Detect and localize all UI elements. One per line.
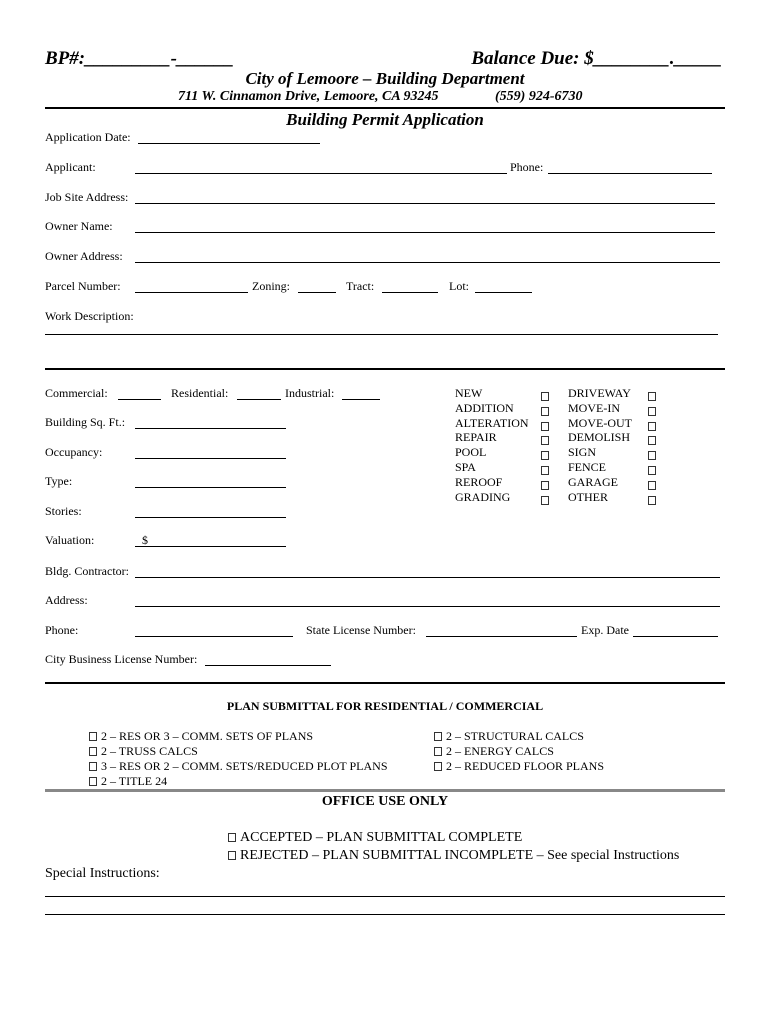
plan-item-checkbox[interactable]	[434, 732, 442, 741]
work-type-label: SPA	[455, 459, 476, 474]
special-instructions-label: Special Instructions:	[45, 866, 160, 881]
work-type-label: DRIVEWAY	[568, 386, 631, 400]
commercial-label: Commercial:	[45, 386, 108, 400]
stories-field[interactable]	[135, 517, 286, 518]
plan-item-item[interactable]	[89, 774, 388, 789]
header-rule	[45, 107, 725, 109]
special-instructions-line-2[interactable]	[45, 914, 725, 915]
contractor-phone-label: Phone:	[45, 623, 79, 637]
work-type-label: FENCE	[568, 459, 607, 474]
form-title: Building Permit Application	[286, 110, 484, 129]
work-type-item	[455, 416, 529, 431]
work-type-right-checkbox[interactable]	[648, 496, 656, 505]
valuation-label: Valuation:	[45, 533, 95, 547]
plan-list-left	[89, 729, 388, 789]
rejected-checkbox[interactable]	[228, 851, 236, 860]
work-type-right-checkbox[interactable]	[648, 407, 656, 416]
application-date-field[interactable]	[138, 143, 320, 144]
work-type-item	[455, 430, 529, 445]
work-type-right-checkbox[interactable]	[648, 436, 656, 445]
parcel-label: Parcel Number:	[45, 279, 121, 293]
lot-label: Lot:	[449, 279, 469, 293]
business-license-field[interactable]	[205, 665, 331, 666]
work-type-item	[455, 490, 529, 505]
work-type-label: REROOF	[455, 474, 503, 489]
plan-item-item[interactable]	[89, 744, 388, 759]
work-type-item	[455, 445, 529, 460]
work-description-label: Work Description:	[45, 309, 134, 323]
accepted-option[interactable]	[228, 830, 522, 846]
plan-list-right	[434, 729, 604, 774]
job-site-label: Job Site Address:	[45, 190, 129, 204]
work-type-item	[568, 401, 632, 416]
work-type-label: NEW	[455, 386, 483, 400]
work-type-label: REPAIR	[455, 430, 497, 445]
occupancy-field[interactable]	[135, 458, 286, 459]
work-type-left-checkbox[interactable]	[541, 451, 549, 460]
plan-item-label: 2 – TRUSS CALCS	[101, 744, 198, 758]
industrial-field[interactable]	[342, 399, 380, 400]
work-type-left-checkbox[interactable]	[541, 496, 549, 505]
work-type-left-checkbox[interactable]	[541, 407, 549, 416]
plan-item-label: 2 – STRUCTURAL CALCS	[446, 729, 584, 743]
applicant-field[interactable]	[135, 173, 507, 174]
license-field[interactable]	[426, 636, 577, 637]
rejected-label: REJECTED – PLAN SUBMITTAL INCOMPLETE – See special Instructions	[240, 848, 680, 863]
section-rule-1	[45, 368, 725, 370]
special-instructions-line-1[interactable]	[45, 896, 725, 897]
valuation-dollar: $	[142, 533, 148, 547]
license-label: State License Number:	[306, 623, 416, 637]
tract-field[interactable]	[382, 292, 438, 293]
work-type-label: GARAGE	[568, 474, 618, 489]
parcel-field[interactable]	[135, 292, 248, 293]
work-type-label: GRADING	[455, 489, 511, 504]
work-type-left-checkbox[interactable]	[541, 392, 549, 401]
work-type-label: MOVE-IN	[568, 400, 620, 415]
owner-address-field[interactable]	[135, 262, 720, 263]
plan-submittal-title: PLAN SUBMITTAL FOR RESIDENTIAL / COMMERCIAL	[226, 699, 544, 713]
industrial-label: Industrial:	[285, 386, 335, 400]
bp-number-label: BP#:_________-______	[45, 48, 234, 69]
plan-item-label: 2 – RES OR 3 – COMM. SETS OF PLANS	[101, 729, 314, 743]
work-type-list-left	[455, 386, 529, 504]
residential-label: Residential:	[171, 386, 229, 400]
contractor-field[interactable]	[135, 577, 720, 578]
work-type-item	[455, 386, 529, 401]
accepted-checkbox[interactable]	[228, 833, 236, 842]
work-type-label: SIGN	[568, 445, 597, 460]
work-type-item	[568, 416, 632, 431]
work-type-item	[568, 490, 632, 505]
tract-label: Tract:	[346, 279, 375, 293]
residential-field[interactable]	[237, 399, 281, 400]
work-type-label: ALTERATION	[455, 415, 529, 430]
plan-item-label: 2 – ENERGY CALCS	[446, 744, 554, 758]
work-type-boxes-left	[541, 389, 553, 507]
work-type-right-checkbox[interactable]	[648, 481, 656, 490]
work-type-right-checkbox[interactable]	[648, 392, 656, 401]
department-name: City of Lemoore – Building Department	[245, 69, 525, 88]
office-use-title: OFFICE USE ONLY	[321, 794, 449, 809]
owner-name-label: Owner Name:	[45, 219, 113, 233]
department-address: 711 W. Cinnamon Drive, Lemoore, CA 93245	[178, 89, 439, 104]
type-field[interactable]	[135, 487, 286, 488]
balance-due-label: Balance Due: $________._____	[471, 48, 722, 69]
plan-item-label: 3 – RES OR 2 – COMM. SETS/REDUCED PLOT PLANS	[101, 759, 388, 773]
work-type-list-right	[568, 386, 632, 504]
work-type-label: OTHER	[568, 489, 608, 504]
work-type-left-checkbox[interactable]	[541, 422, 549, 431]
plan-item-checkbox[interactable]	[434, 762, 442, 771]
contractor-address-field[interactable]	[135, 606, 720, 607]
owner-address-label: Owner Address:	[45, 249, 123, 263]
contractor-address-label: Address:	[45, 593, 88, 607]
occupancy-label: Occupancy:	[45, 445, 103, 459]
work-type-right-checkbox[interactable]	[648, 466, 656, 475]
department-phone: (559) 924-6730	[495, 89, 583, 104]
work-type-boxes-right	[648, 389, 660, 507]
plan-item-item[interactable]	[89, 729, 388, 744]
work-type-left-checkbox[interactable]	[541, 481, 549, 490]
plan-item-item[interactable]	[434, 729, 604, 744]
applicant-label: Applicant:	[45, 160, 96, 174]
application-date-label: Application Date:	[45, 130, 131, 144]
rejected-option[interactable]	[228, 848, 679, 864]
work-type-item	[568, 475, 632, 490]
plan-item-checkbox[interactable]	[434, 747, 442, 756]
plan-item-item[interactable]	[434, 759, 604, 774]
work-description-field[interactable]	[45, 334, 718, 335]
stories-label: Stories:	[45, 504, 82, 518]
work-type-item	[455, 401, 529, 416]
work-type-label: ADDITION	[455, 400, 514, 415]
plan-item-label: 2 – REDUCED FLOOR PLANS	[446, 759, 605, 773]
plan-item-checkbox[interactable]	[89, 732, 97, 741]
valuation-field[interactable]	[135, 546, 286, 547]
business-license-label: City Business License Number:	[45, 652, 198, 666]
contractor-label: Bldg. Contractor:	[45, 564, 129, 578]
sqft-label: Building Sq. Ft.:	[45, 415, 126, 429]
plan-item-item[interactable]	[89, 759, 388, 774]
section-rule-3	[45, 789, 725, 792]
type-label: Type:	[45, 474, 73, 488]
work-type-right-checkbox[interactable]	[648, 422, 656, 431]
work-type-label: DEMOLISH	[568, 430, 630, 445]
contractor-phone-field[interactable]	[135, 636, 293, 637]
exp-date-field[interactable]	[633, 636, 718, 637]
job-site-field[interactable]	[135, 203, 715, 204]
plan-item-checkbox[interactable]	[89, 762, 97, 771]
work-type-left-checkbox[interactable]	[541, 466, 549, 475]
zoning-field[interactable]	[298, 292, 336, 293]
work-type-label: POOL	[455, 445, 487, 460]
applicant-phone-field[interactable]	[548, 173, 712, 174]
plan-item-checkbox[interactable]	[89, 777, 97, 786]
sqft-field[interactable]	[135, 428, 286, 429]
work-type-label: MOVE-OUT	[568, 415, 632, 430]
zoning-label: Zoning:	[252, 279, 290, 293]
commercial-field[interactable]	[118, 399, 161, 400]
work-type-right-checkbox[interactable]	[648, 451, 656, 460]
plan-item-checkbox[interactable]	[89, 747, 97, 756]
work-type-item	[568, 386, 632, 401]
work-type-left-checkbox[interactable]	[541, 436, 549, 445]
accepted-label: ACCEPTED – PLAN SUBMITTAL COMPLETE	[240, 830, 523, 845]
exp-date-label: Exp. Date	[581, 623, 629, 637]
plan-item-item[interactable]	[434, 744, 604, 759]
section-rule-2	[45, 682, 725, 684]
work-type-item	[568, 430, 632, 445]
applicant-phone-label: Phone:	[510, 160, 544, 174]
work-type-item	[455, 460, 529, 475]
owner-name-field[interactable]	[135, 232, 715, 233]
lot-field[interactable]	[475, 292, 532, 293]
work-type-item	[568, 445, 632, 460]
work-type-item	[455, 475, 529, 490]
plan-item-label: 2 – TITLE 24	[101, 774, 168, 788]
work-type-item	[568, 460, 632, 475]
